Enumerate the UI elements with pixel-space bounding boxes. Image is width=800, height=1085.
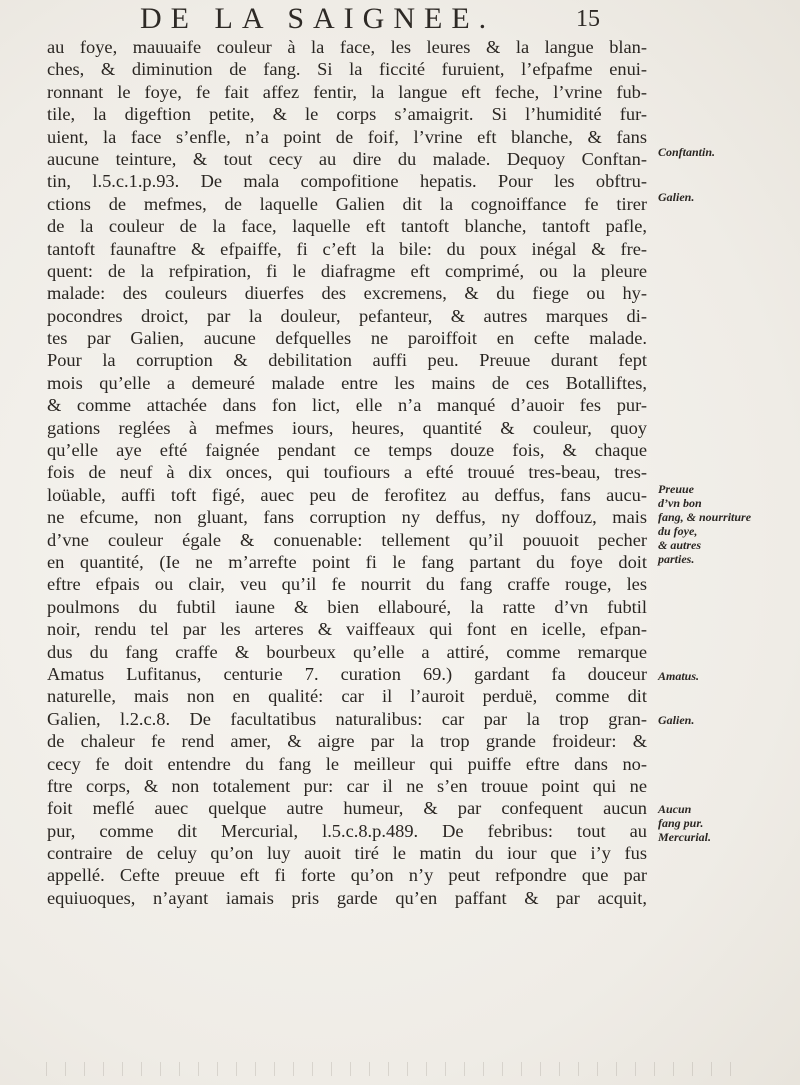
text-line: tes par Galien, aucune defquelles ne paroiffoit en cefte malade. bbox=[47, 328, 647, 349]
text-line: dus du fang craffe & bourbeux qu’elle a attiré, comme remarque bbox=[47, 641, 647, 662]
page-header bbox=[0, 0, 800, 40]
margin-note-line: Aucun bbox=[658, 802, 692, 816]
text-line: de la couleur de la face, laquelle eft tantoft blanche, tantoft pafle, bbox=[47, 216, 647, 237]
text-line: d’vne couleur égale & conuenable: tellement qu’il pouuoit pecher bbox=[47, 529, 647, 550]
page-number: 15 bbox=[576, 6, 600, 32]
text-line: tin, l.5.c.1.p.93. De mala compofitione hepatis. Pour les obftru- bbox=[47, 171, 647, 192]
margin-note-line: Conftantin. bbox=[658, 145, 716, 159]
margin-note-line: Amatus. bbox=[658, 669, 700, 683]
margin-note-amatus bbox=[658, 669, 699, 683]
text-line: pocondres droict, par la douleur, pefanteur, & autres marques di- bbox=[47, 305, 647, 326]
text-line: tantoft faunaftre & efpaiffe, fi c’eft la bile: du poux inégal & fre- bbox=[47, 238, 647, 259]
text-line: naturelle, mais non en qualité: car il l’auroit perduë, comme dit bbox=[47, 686, 647, 707]
text-line: poulmons du fubtil iaune & bien ellabouré, la ratte d’vn fubtil bbox=[47, 596, 647, 617]
margin-note-preuue bbox=[658, 482, 751, 566]
text-line: quent: de la refpiration, fi le diafragme eft comprimé, ou la pleure bbox=[47, 260, 647, 281]
text-line: ches, & diminution de fang. Si la ficcité furuient, l’efpafme enui- bbox=[47, 59, 647, 80]
text-line: Galien, l.2.c.8. De facultatibus naturalibus: car par la trop gran- bbox=[47, 708, 647, 729]
text-line: mois qu’elle a demeuré malade entre les mains de ces Botalliftes, bbox=[47, 372, 647, 393]
text-line: uient, la face s’enfle, n’a point de foif, l’vrine eft blanche, & fans bbox=[47, 126, 647, 147]
text-line: au foye, mauuaife couleur à la face, les leures & la langue blan- bbox=[47, 37, 647, 57]
text-line: qu’elle aye efté faignée pendant ce temps douze fois, & chaque bbox=[47, 440, 647, 461]
margin-note-line: Preuue bbox=[658, 482, 694, 496]
text-line: ftre corps, & non totalement pur: car il ne s’en trouue point qui ne bbox=[47, 775, 647, 796]
margin-note-line: du foye, bbox=[658, 524, 698, 538]
text-line: cecy fe doit entendre du fang le meilleur qui puiffe eftre dans no- bbox=[47, 753, 647, 774]
margin-note-aucun bbox=[658, 802, 711, 844]
text-line: ronnant le foye, fe fait affez fentir, la langue eft feche, l’vrine fub- bbox=[47, 81, 647, 102]
text-line: ctions de mefmes, de laquelle Galien dit la cognoiffance fe tirer bbox=[47, 193, 647, 214]
text-line: appellé. Cefte preuue eft fi forte qu’on n’y peut refpondre que par bbox=[47, 865, 647, 886]
text-line: ne efcume, non gluant, fans corruption ny deffus, ny doffouz, mais bbox=[47, 507, 647, 528]
margin-note-galien bbox=[658, 190, 694, 204]
margin-note-line: Galien. bbox=[658, 190, 695, 204]
margin-note-line: Mercurial. bbox=[658, 830, 712, 844]
text-line: noir, rendu tel par les arteres & vaiffeaux qui font en icelle, efpan- bbox=[47, 619, 647, 640]
text-line: tile, la digeftion petite, & le corps s’amaigrit. Si l’humidité fur- bbox=[47, 104, 647, 125]
margin-note-line: d’vn bon bbox=[658, 496, 702, 510]
text-line: fois de neuf à dix onces, qui toufiours a efté trouué tres-beau, tres- bbox=[47, 462, 647, 483]
running-head: DE LA SAIGNEE. bbox=[140, 2, 496, 35]
text-line: foit meflé auec quelque autre humeur, & par confequent aucun bbox=[47, 798, 647, 819]
margin-note-line: parties. bbox=[658, 552, 695, 566]
body-text bbox=[47, 36, 647, 909]
margin-note-line: & autres bbox=[658, 538, 702, 552]
text-line: aucune teinture, & tout cecy au dire du malade. Dequoy Conftan- bbox=[47, 148, 647, 169]
margin-note-line: Galien. bbox=[658, 713, 695, 727]
text-line: de chaleur fe rend amer, & aigre par la trop grande froideur: & bbox=[47, 731, 647, 752]
text-line: gations reglées à mefmes iours, heures, quantité & couleur, quoy bbox=[47, 417, 647, 438]
text-line: malade: des couleurs diuerfes des excremens, & du fiege ou hy- bbox=[47, 283, 647, 304]
text-line: Amatus Lufitanus, centurie 7. curation 69.) gardant fa douceur bbox=[47, 663, 647, 684]
margin-note-constantin bbox=[658, 145, 715, 159]
text-line: loüable, auffi toft figé, auec peu de ferofitez au deffus, fans aucu- bbox=[47, 484, 647, 505]
show-through-text bbox=[40, 1062, 740, 1076]
text-line: & comme attachée dans fon lict, elle n’a manqué d’auoir fes pur- bbox=[47, 395, 647, 416]
text-line: equiuoques, n’ayant iamais pris garde qu’en paffant & par acquit, bbox=[47, 887, 647, 908]
margin-note-galien-2 bbox=[658, 713, 694, 727]
text-line: pur, comme dit Mercurial, l.5.c.8.p.489. De febribus: tout au bbox=[47, 820, 647, 841]
text-line: eftre efpais ou clair, veu qu’il fe nourrit du fang craffe rouge, les bbox=[47, 574, 647, 595]
text-line: contraire de celuy qu’on luy auoit tiré le matin du iour que i’y fus bbox=[47, 843, 647, 864]
margin-note-line: fang, & nourriture bbox=[658, 510, 752, 524]
margin-note-line: fang pur. bbox=[658, 816, 704, 830]
text-line: Pour la corruption & debilitation auffi peu. Preuue durant fept bbox=[47, 350, 647, 371]
text-line: en quantité, (Ie ne m’arrefte point fi le fang partant du foye doit bbox=[47, 551, 647, 572]
